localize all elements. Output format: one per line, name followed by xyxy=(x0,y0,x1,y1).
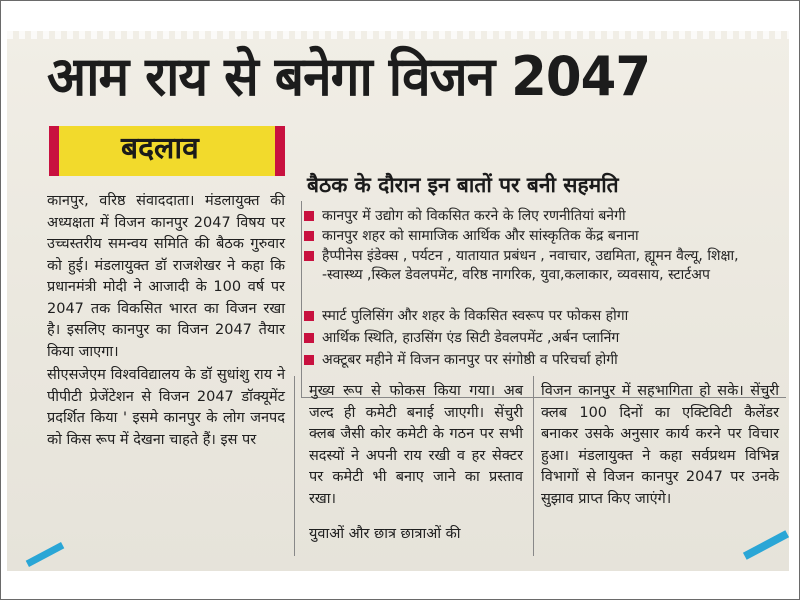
paragraph: कानपुर, वरिष्ठ संवाददाता। मंडलायुक्त की अध्यक्षता में विजन कानपुर 2047 विषय पर उच्चस्तरीय समन्वय समिति की बैठक गुरुवार को हुई। मंडलायुक्त डॉ राजशेखर ने कहा कि प्रधानमंत्री मोदी ने आजादी के 100 वर्ष पर 2047 तक विकसित भारत का विजन रखा है। इसलिए कानपुर का विजन 2047 तैयार किया जाएगा। xyxy=(47,193,285,360)
bullet-item xyxy=(322,329,777,348)
article-column-1 xyxy=(47,191,285,451)
bullet-item xyxy=(322,307,777,326)
bullet-square-icon xyxy=(304,231,314,241)
paragraph: युवाओं और छात्र छात्राओं की xyxy=(309,526,461,542)
bullet-square-icon xyxy=(304,251,314,261)
highlights-box xyxy=(301,201,786,398)
paragraph: विजन कानपुर में सहभागिता हो सके। सेंचुरी क्लब 100 दिनों का एक्टिविटी कैलेंडर बनाकर उसके अनुसार कार्य करने पर विचार हुआ। मंडलायुक्त ने कहा सर्वप्रथम विभिन्न विभागों से विजन कानपुर 2047 पर उनके सुझाव प्राप्त किए जाएंगे। xyxy=(541,383,779,507)
bullet-square-icon xyxy=(304,333,314,343)
column-divider xyxy=(533,376,534,556)
bullet-item xyxy=(322,247,777,285)
subheading: बैठक के दौरान इन बातों पर बनी सहमति xyxy=(307,173,619,197)
bullet-square-icon xyxy=(304,211,314,221)
bullet-text: अक्टूबर महीने में विजन कानपुर पर संगोष्ठी व परिचर्चा होगी xyxy=(322,352,618,368)
column-divider xyxy=(294,376,295,556)
bullet-item xyxy=(322,351,777,370)
bullet-text: स्मार्ट पुलिसिंग और शहर के विकसित स्वरूप पर फोकस होगा xyxy=(322,308,629,324)
headline: आम राय से बनेगा विजन 2047 xyxy=(47,45,651,108)
paragraph: सीएसजेएम विश्वविद्यालय के डॉ सुधांशु राय ने पीपीटी प्रेजेंटेशन से विजन 2047 डॉक्यूमेंट प्रदर्शित किया ' इसमे कानपुर के लोग जनपद को किस रूप में देखना चाहते हैं। इस पर xyxy=(47,367,285,448)
bullet-square-icon xyxy=(304,311,314,321)
bullet-item xyxy=(322,227,777,246)
section-tag-label: बदलाव xyxy=(121,131,199,166)
decorative-accent xyxy=(26,542,65,567)
newspaper-clipping xyxy=(7,31,789,571)
paragraph: मुख्य रूप से फोकस किया गया। अब जल्द ही कमेटी बनाई जाएगी। सेंचुरी क्लब जैसी कोर कमेटी के गठन पर सभी सदस्यों ने अपनी राय रखी व हर सेक्टर पर कमेटी भी बनाए जाने का प्रस्ताव रखा। xyxy=(309,383,523,507)
article-column-2 xyxy=(309,381,523,546)
section-tag xyxy=(49,126,285,176)
bullet-text: कानपुर शहर को सामाजिक आर्थिक और सांस्कृतिक केंद्र बनाना xyxy=(322,228,639,244)
bullet-text: कानपुर में उद्योग को विकसित करने के लिए रणनीतियां बनेगी xyxy=(322,208,626,224)
bullet-text: आर्थिक स्थिति, हाउसिंग एंड सिटी डेवलपमेंट ,अर्बन प्लानिंग xyxy=(322,330,620,346)
bullet-text: हैप्पीनेस इंडेक्स , पर्यटन , यातायात प्रबंधन , नवाचार, उद्यमिता, ह्यूमन वैल्यू, शिक्षा, -स्वास्थ्य ,स्किल डेवलपमेंट, वरिष्ठ नागरिक, युवा,कलाकार, व्यवसाय, स्टार्टअप xyxy=(322,248,739,283)
decorative-accent xyxy=(743,530,789,560)
article-column-3 xyxy=(541,381,779,510)
bullet-item xyxy=(322,207,777,226)
bullet-square-icon xyxy=(304,355,314,365)
